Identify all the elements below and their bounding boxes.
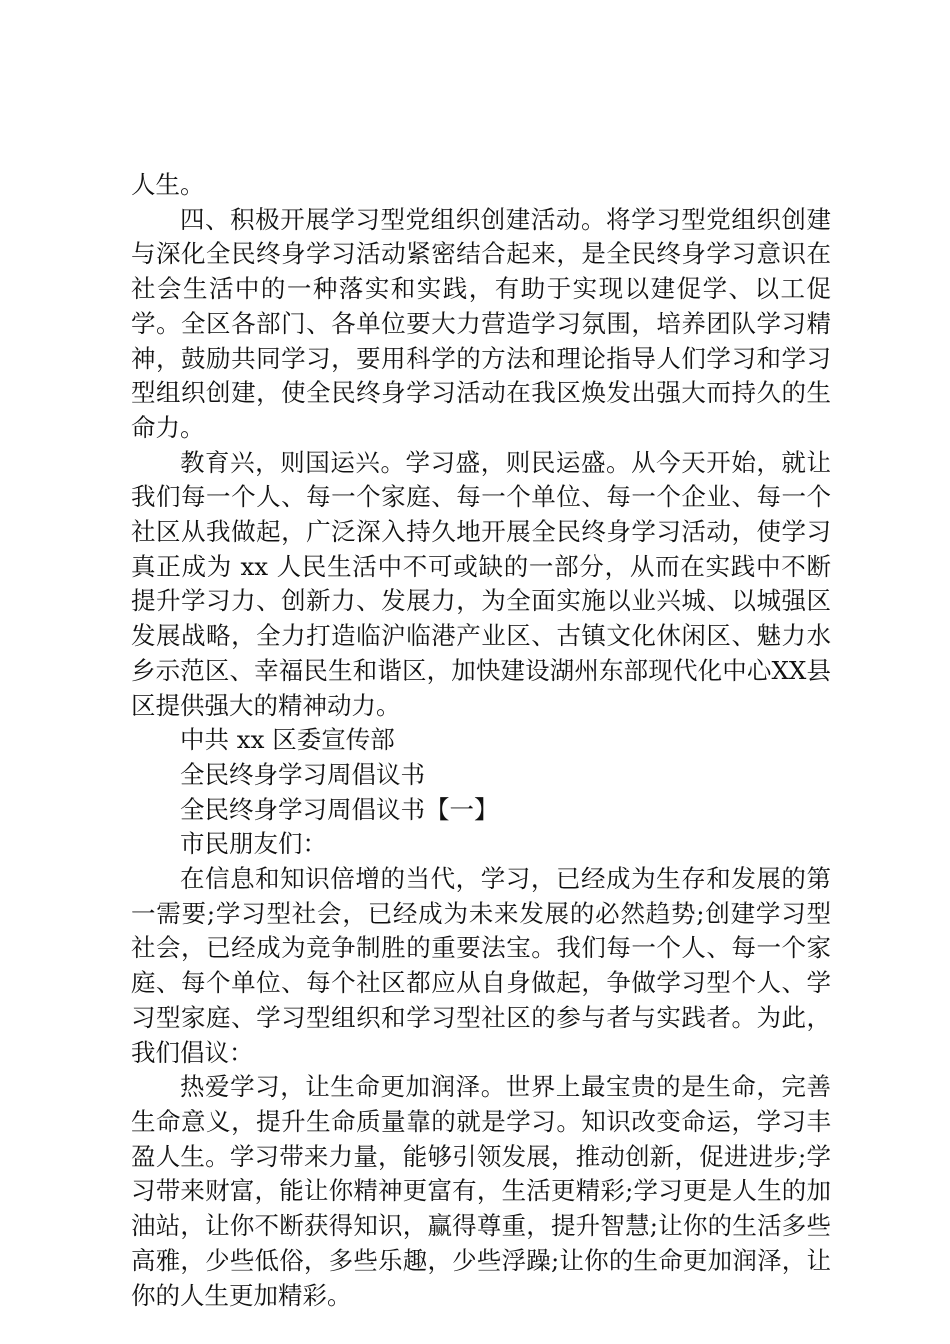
section-title: 全民终身学习周倡议书 xyxy=(180,759,425,789)
paragraph-information-age: 在信息和知识倍增的当代，学习，已经成为生存和发展的第一需要;学习型社会，已经成为未来发展的必然趋势;创建学习型社会，已经成为竞争制胜的重要法宝。我们每一个人、每一个家庭、每个单位、每个社区都应从自身做起，争做学习型个人、学习型家庭、学习型组织和学习型社区的参与者与实践者。为此，我们倡议： xyxy=(131,864,831,1067)
paragraph-learning-party-organization: 四、积极开展学习型党组织创建活动。将学习型党组织创建与深化全民终身学习活动紧密结合起来，是全民终身学习意识在社会生活中的一种落实和实践，有助于实现以建促学、以工促学。全区各部门、各单位要大力营造学习氛围，培养团队学习精神，鼓励共同学习，要用科学的方法和理论指导人们学习和学习型组织创建，使全民终身学习活动在我区焕发出强大而持久的生命力。 xyxy=(131,204,831,442)
signature-department: 中共 xx 区委宣传部 xyxy=(180,725,395,755)
document-page xyxy=(131,168,831,1313)
paragraph-continuation: 人生。 xyxy=(131,170,205,199)
paragraph-education-prosperity: 教育兴，则国运兴。学习盛，则民运盛。从今天开始，就让我们每一个人、每一个家庭、每一个单位、每一个企业、每一个社区从我做起，广泛深入持久地开展全民终身学习活动，使学习真正成为 xx 人民生活中不可或缺的一部分，从而在实践中不断提升学习力、创新力、发展力，为全面实施以业兴城、以城强区发展战略，全力打造临沪临港产业区、古镇文化休闲区、魅力水乡示范区、幸福民生和谐区，加快建设湖州东部现代化中心XX县区提供强大的精神动力。 xyxy=(131,447,831,720)
paragraph-love-learning: 热爱学习，让生命更加润泽。世界上最宝贵的是生命，完善生命意义，提升生命质量靠的就是学习。知识改变命运，学习丰盈人生。学习带来力量，能够引领发展，推动创新，促进进步;学习带来财富，能让你精神更富有，生活更精彩;学习更是人生的加油站，让你不断获得知识，赢得尊重，提升智慧;让你的生活多些高雅，少些低俗，多些乐趣，少些浮躁;让你的生命更加润泽，让你的人生更加精彩。 xyxy=(131,1072,831,1310)
salutation: 市民朋友们： xyxy=(180,829,327,859)
section-subtitle: 全民终身学习周倡议书【一】 xyxy=(180,794,499,824)
